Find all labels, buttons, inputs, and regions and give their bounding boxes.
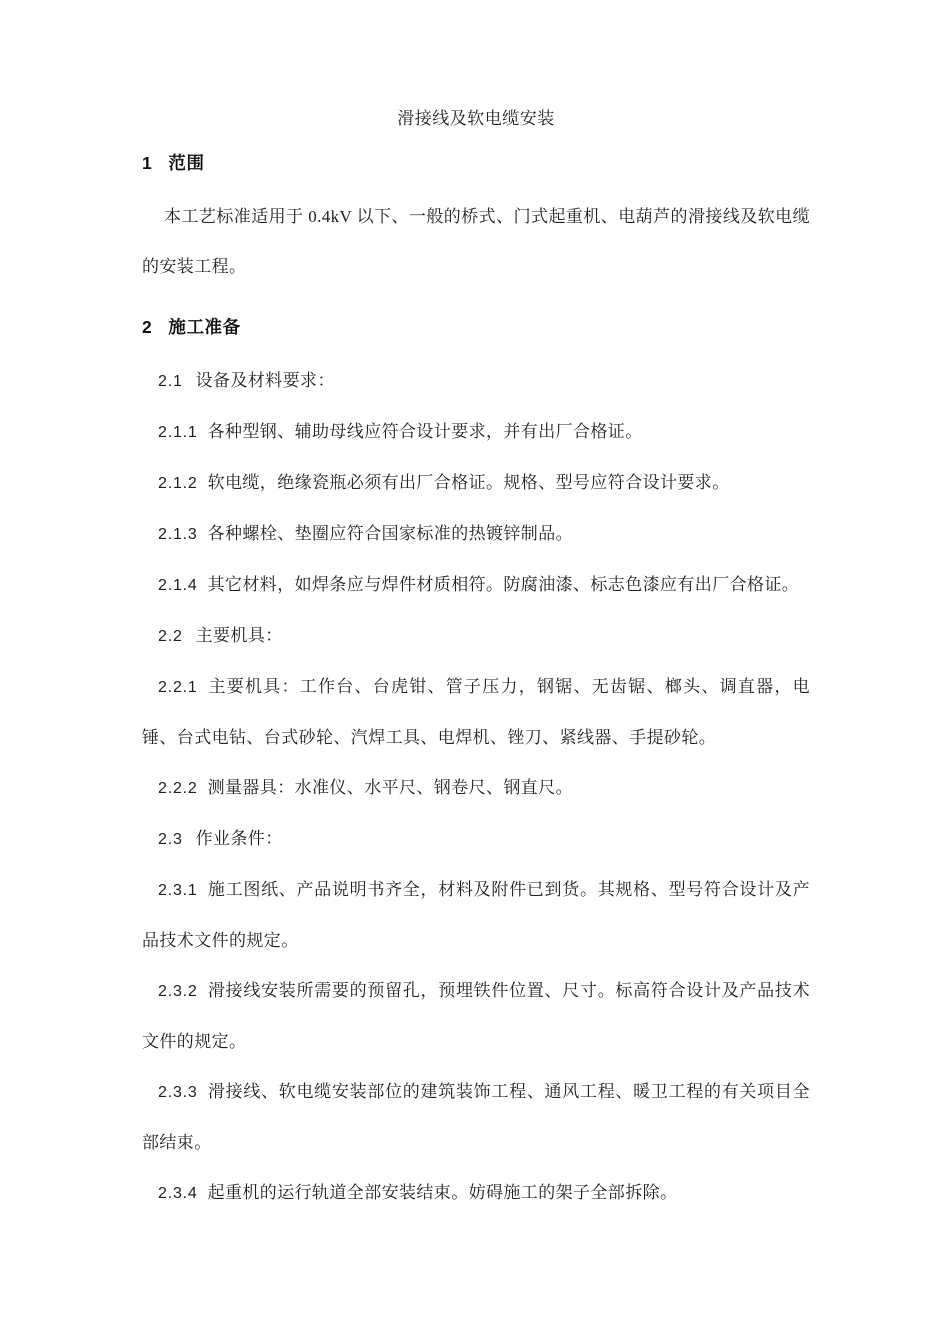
list-item (142, 763, 810, 814)
item-number: 2.1.1 (158, 424, 198, 441)
list-item (142, 662, 810, 763)
item-text: 各种螺栓、垫圈应符合国家标准的热镀锌制品。 (207, 524, 573, 543)
item-number: 2.1.3 (158, 526, 198, 543)
list-item (142, 611, 810, 662)
list-item (142, 509, 810, 560)
item-number: 2.3.3 (158, 1084, 198, 1101)
item-number: 2.3 (158, 831, 183, 848)
section-title-2: 施工准备 (168, 317, 241, 337)
item-number: 2.1 (158, 373, 183, 390)
list-item (142, 814, 810, 865)
spacer (142, 178, 810, 192)
page-title: 滑接线及软电缆安装 (397, 109, 555, 128)
item-number: 2.1.2 (158, 475, 198, 492)
item-text: 各种型钢、辅助母线应符合设计要求，并有出厂合格证。 (207, 422, 643, 441)
item-text: 其它材料，如焊条应与焊件材质相符。防腐油漆、标志色漆应有出厂合格证。 (207, 575, 800, 594)
section-heading-1 (142, 148, 810, 178)
section-1-paragraph: 本工艺标准适用于 0.4kV 以下、一般的桥式、门式起重机、电葫芦的滑接线及软电缆的安装工程。 (142, 207, 810, 276)
document-body (142, 104, 810, 1219)
section-number-1: 1 (142, 153, 153, 173)
section-heading-2 (142, 312, 810, 342)
spacer (142, 342, 810, 356)
list-item (142, 458, 810, 509)
item-number: 2.2.2 (158, 780, 198, 797)
list-item (142, 1067, 810, 1168)
list-item (142, 865, 810, 966)
item-text: 测量器具：水准仪、水平尺、钢卷尺、钢直尺。 (207, 778, 573, 797)
section-number-2: 2 (142, 317, 153, 337)
item-text: 施工图纸、产品说明书齐全，材料及附件已到货。其规格、型号符合设计及产品技术文件的规定。 (142, 880, 810, 950)
item-text: 起重机的运行轨道全部安装结束。妨碍施工的架子全部拆除。 (207, 1183, 678, 1202)
list-item (142, 560, 810, 611)
list-item (142, 966, 810, 1067)
item-text: 滑接线安装所需要的预留孔，预埋铁件位置、尺寸。标高符合设计及产品技术文件的规定。 (142, 981, 810, 1051)
list-item (142, 1168, 810, 1219)
item-number: 2.1.4 (158, 577, 198, 594)
list-item (142, 407, 810, 458)
list-item (142, 356, 810, 407)
item-text: 主要机具：工作台、台虎钳、管子压力，钢锯、无齿锯、榔头、调直器，电锤、台式电钻、台式砂轮、汽焊工具、电焊机、锉刀、紧线器、手提砂轮。 (142, 677, 810, 747)
item-text: 作业条件： (195, 829, 283, 848)
item-number: 2.2.1 (158, 679, 198, 696)
item-text: 设备及材料要求： (195, 371, 335, 390)
spacer (142, 292, 810, 312)
item-text: 滑接线、软电缆安装部位的建筑装饰工程、通风工程、暖卫工程的有关项目全部结束。 (142, 1082, 810, 1152)
item-text: 主要机具： (195, 626, 283, 645)
item-number: 2.3.1 (158, 882, 198, 899)
item-number: 2.2 (158, 628, 183, 645)
item-number: 2.3.4 (158, 1185, 198, 1202)
item-number: 2.3.2 (158, 983, 198, 1000)
section-title-1: 范围 (168, 153, 205, 173)
item-text: 软电缆，绝缘瓷瓶必须有出厂合格证。规格、型号应符合设计要求。 (207, 473, 730, 492)
